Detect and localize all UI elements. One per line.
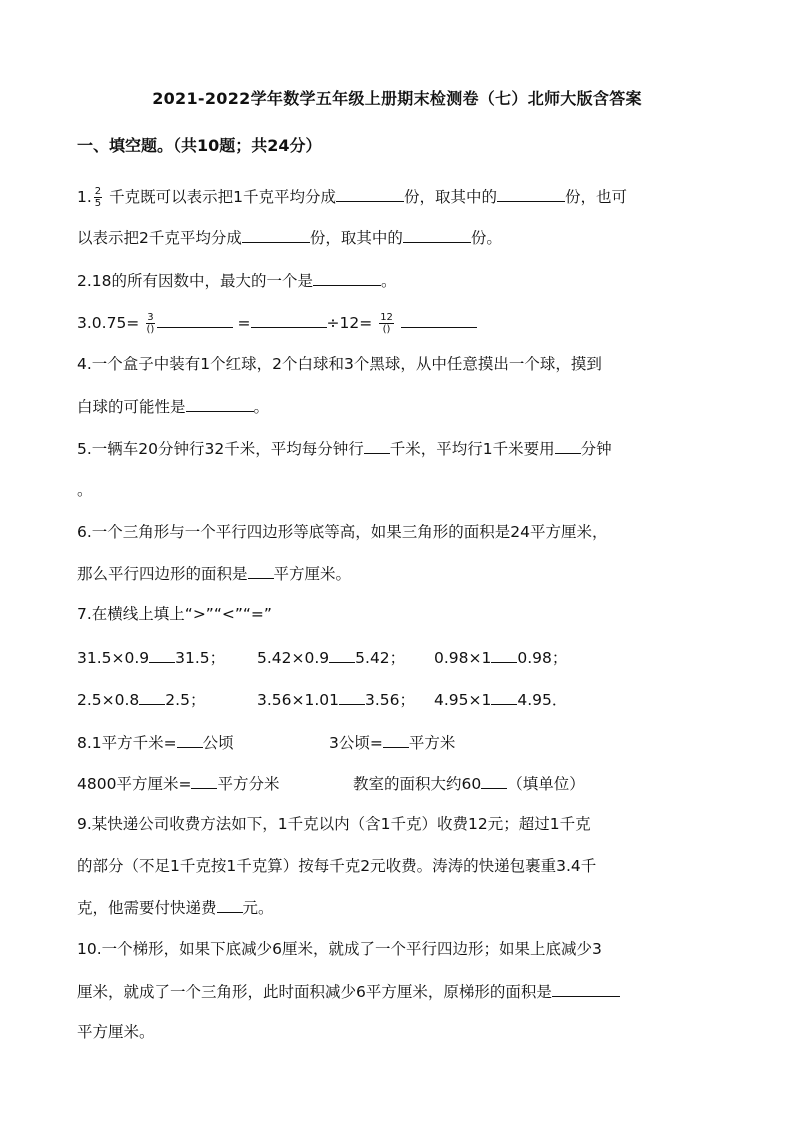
answer-blank[interactable]: [329, 646, 355, 663]
question-4-line-2: 白球的可能性是 。: [77, 395, 269, 418]
question-10-line-3: 平方厘米。: [77, 1023, 155, 1041]
section-heading: 一、填空题。（共10题；共24分）: [77, 136, 322, 155]
answer-blank[interactable]: [497, 185, 565, 202]
answer-blank[interactable]: [383, 731, 409, 748]
question-8-part-2: 3公顷= 平方米: [329, 731, 455, 753]
question-7-prompt: 7.在横线上填上“>”“<”“=”: [77, 605, 272, 623]
answer-blank[interactable]: [139, 688, 165, 705]
answer-blank[interactable]: [339, 688, 365, 705]
question-4-line-1: 4.一个盒子中装有1个红球，2个白球和3个黑球，从中任意摸出一个球，摸到: [77, 355, 602, 373]
question-1-line-1: 1. $\frac{2}{5}$ 千克既可以表示把1千克平均分成 份，取其中的 份，也可: [77, 186, 628, 209]
fraction-12-blank: $\frac{12}{()}$: [380, 312, 393, 335]
q1-number: 1.: [77, 188, 92, 206]
answer-blank[interactable]: [313, 269, 381, 286]
compare-item: 3.56×1.01 3.56；: [257, 688, 415, 710]
question-3: 3.0.75= $\frac{3}{()}$ = ÷12= $\frac{12}{()}$: [77, 311, 477, 335]
answer-blank[interactable]: [177, 731, 203, 748]
question-5-line-2: 。: [77, 481, 93, 499]
answer-blank[interactable]: [401, 311, 477, 328]
question-9-line-2: 的部分（不足1千克按1千克算）按每千克2元收费。涛涛的快递包裹重3.4千: [77, 857, 597, 875]
answer-blank[interactable]: [217, 896, 243, 913]
compare-item: 5.42×0.9 5.42；: [257, 646, 405, 668]
answer-blank[interactable]: [555, 437, 581, 454]
answer-blank[interactable]: [248, 562, 274, 579]
question-8-part-3: 4800平方厘米= 平方分米: [77, 772, 279, 794]
answer-blank[interactable]: [242, 226, 310, 243]
question-10-line-1: 10.一个梯形，如果下底减少6厘米，就成了一个平行四边形；如果上底减少3: [77, 940, 602, 958]
answer-blank[interactable]: [336, 185, 404, 202]
question-9-line-3: 克，他需要付快递费 元。: [77, 896, 274, 919]
answer-blank[interactable]: [157, 311, 233, 328]
answer-blank[interactable]: [481, 772, 507, 789]
answer-blank[interactable]: [552, 980, 620, 997]
question-1-line-2: 以表示把2千克平均分成 份，取其中的 份。: [77, 226, 502, 249]
question-6-line-1: 6.一个三角形与一个平行四边形等底等高，如果三角形的面积是24平方厘米，: [77, 523, 608, 541]
question-5-line-1: 5.一辆车20分钟行32千米，平均每分钟行 千米，平均行1千米要用 分钟: [77, 437, 612, 460]
answer-blank[interactable]: [491, 646, 517, 663]
compare-item: 0.98×1 0.98；: [434, 646, 567, 668]
fraction-3-blank: $\frac{3}{()}$: [146, 312, 155, 335]
compare-item: 2.5×0.8 2.5；: [77, 688, 205, 710]
page-title: 2021-2022学年数学五年级上册期末检测卷（七）北师大版含答案: [152, 89, 642, 108]
answer-blank[interactable]: [364, 437, 390, 454]
answer-blank[interactable]: [149, 646, 175, 663]
answer-blank[interactable]: [491, 688, 517, 705]
question-10-line-2: 厘米，就成了一个三角形，此时面积减少6平方厘米，原梯形的面积是: [77, 980, 620, 1003]
question-6-line-2: 那么平行四边形的面积是 平方厘米。: [77, 562, 351, 585]
answer-blank[interactable]: [191, 772, 217, 789]
answer-blank[interactable]: [251, 311, 327, 328]
question-9-line-1: 9.某快递公司收费方法如下，1千克以内（含1千克）收费12元；超过1千克: [77, 815, 591, 833]
compare-item: 31.5×0.9 31.5；: [77, 646, 225, 668]
question-8-part-1: 8.1平方千米= 公顷: [77, 731, 234, 753]
question-8-part-4: 教室的面积大约60 （填单位）: [353, 772, 585, 794]
compare-item: 4.95×1 4.95．: [434, 688, 567, 710]
fraction-2-5: $\frac{2}{5}$: [94, 186, 102, 209]
answer-blank[interactable]: [186, 395, 254, 412]
answer-blank[interactable]: [403, 226, 471, 243]
question-2: 2.18的所有因数中，最大的一个是 。: [77, 269, 397, 292]
